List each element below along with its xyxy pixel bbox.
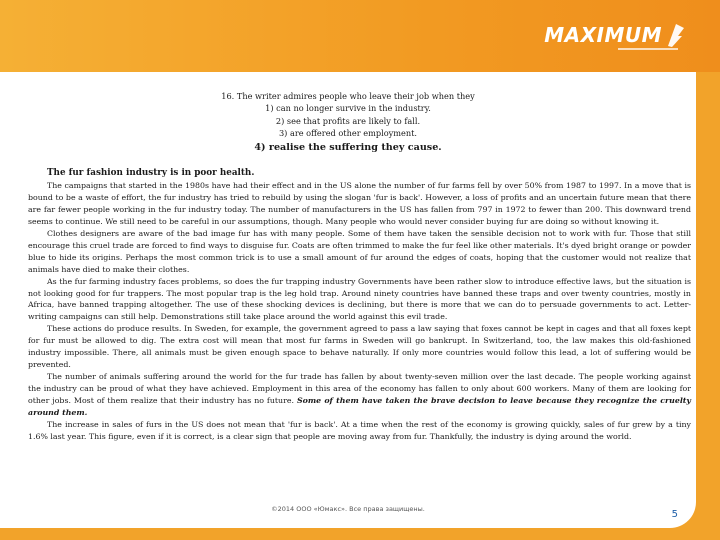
header-band xyxy=(0,0,720,72)
page-number: 5 xyxy=(671,509,678,520)
copyright-footer: ©2014 ООО «Юмакс». Все права защищены. xyxy=(271,505,425,513)
answer-option-1: 1) can no longer survive in the industry. xyxy=(265,103,431,114)
content-card xyxy=(0,72,696,528)
article-paragraph-1: The campaigns that started in the 1980s have had their effect and in the US alone the number of fur farms fell by over 50% from 1987 to 1997. In a move that is bound to be a waste of effort, the fur industry has tried to rebuild by using the slogan 'fur is back'. However, a loss of profits and an uncertain future mean that there are far fewer people working in the fur industry today. The number of manufacturers in the US has fallen from 797 in 1972 to fewer than 200. This downward trend seems to continue. We still need to be careful in our assumptions, though. Many people who would never consider buying fur are doing so without knowing it. xyxy=(28,180,691,226)
logo-swoosh-icon xyxy=(664,22,686,48)
question-stem: 16. The writer admires people who leave their job when they xyxy=(221,91,475,101)
article-paragraph-5 xyxy=(28,371,691,419)
article-text xyxy=(28,168,691,443)
question-block xyxy=(0,90,696,155)
paragraph-5-text: The number of animals suffering around the world for the fur trade has fallen by about twenty-seven million over the last decade. The people working against the industry can be proud of what they have achieved. Employment in this area of the economy has fallen to only about 600 workers. Many of them are looking for other jobs. Most of them realize that their industry has no future. xyxy=(28,372,691,406)
bottom-strip xyxy=(0,528,720,540)
answer-option-3: 3) are offered other employment. xyxy=(278,128,418,139)
article-paragraph-3: As the fur farming industry faces problems, so does the fur trapping industry Governments have been rather slow to introduce effective laws, but the situation is not looking good for fur trappers. The most popular trap is the leg hold trap. Around ninety countries have banned these traps and over twenty countries, mostly in Africa, have banned trapping altogether. The use of these shocking devices is declining, but there is more that we can do to persuade governments to act. Letter-writing campaigns can still help. Demonstrations still take place around the world against this evil trade. xyxy=(28,276,691,322)
logo-text: MAXIMUM xyxy=(544,23,662,47)
article-paragraph-2: Clothes designers are aware of the bad image fur has with many people. Some of them have taken the sensible decision not to work with fur. Those that still encourage this cruel trade are forced to find ways to disguise fur. Coats are often trimmed to make the fur feel like other materials. It's dyed bright orange or powder blue to hide its origins. Perhaps the most common trick is to use a small amount of fur around the edges of coats, hoping that the customer would not realize that animals have died to make their clothes. xyxy=(28,228,691,274)
article-paragraph-4: These actions do produce results. In Sweden, for example, the government agreed to pass a law saying that foxes cannot be kept in cages and that all foxes kept for fur must be allowed to dig. The extra cost will mean that most fur farms in Sweden will go bankrupt. In Switzerland, too, the law makes this old-fashioned industry impossible. There, all animals must be given enough space to behave naturally. If only more countries would follow this lead, a lot of suffering would be prevented. xyxy=(28,324,691,370)
article-paragraph-6: The increase in sales of furs in the US does not mean that 'fur is back'. At a time when the rest of the economy is growing quickly, sales of fur grew by a tiny 1.6% last year. This figure, even if it is correct, is a clear sign that people are moving away from fur. Thankfully, the industry is dying around the world. xyxy=(28,420,691,441)
maximum-logo xyxy=(544,22,686,48)
answer-option-2: 2) see that profits are likely to fall. xyxy=(275,115,421,126)
answer-option-4: 4) realise the suffering they cause. xyxy=(254,141,442,153)
emphasized-sentence: Some of them have taken the brave decision to leave because they recognize the cruelty around them. xyxy=(28,396,691,418)
article-title: The fur fashion industry is in poor health. xyxy=(47,168,255,178)
logo-underline xyxy=(618,48,678,50)
